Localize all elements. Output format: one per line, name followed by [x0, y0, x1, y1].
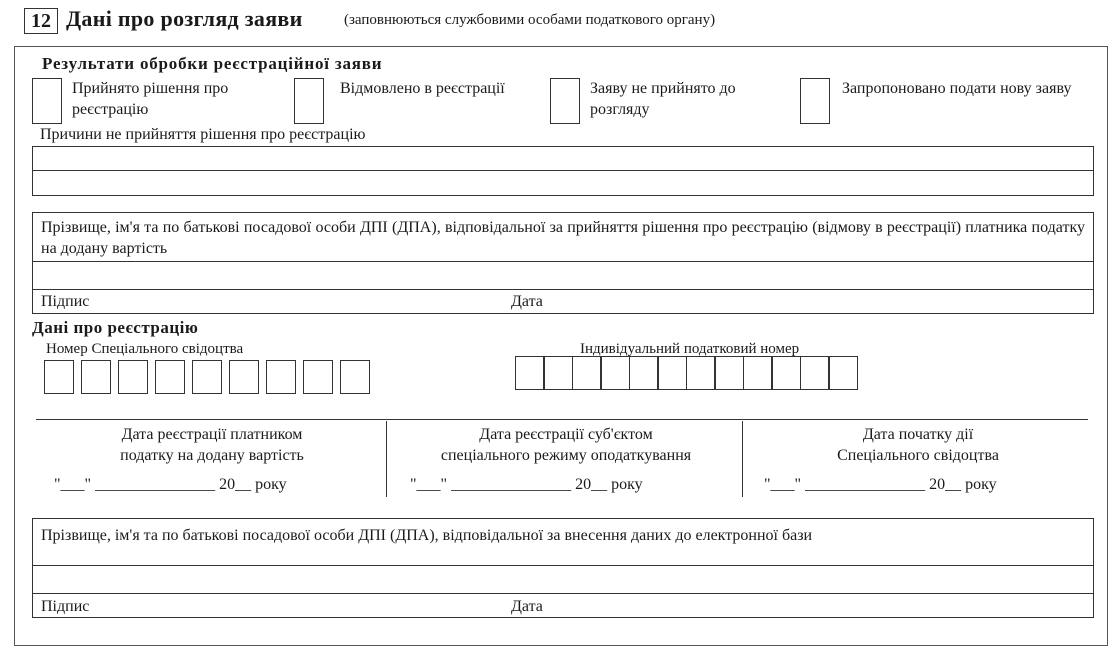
certificate-label: Номер Спеціального свідоцтва — [46, 341, 244, 357]
tax-digit-box[interactable] — [572, 356, 602, 390]
tax-digit-box[interactable] — [515, 356, 545, 390]
date-month-blank[interactable]: _______________ — [95, 476, 216, 493]
decision-official-label: Прізвище, ім'я та по батькові посадової особи ДПІ (ДПА), відповідальної за прийняття рішення про реєстрацію (відмову в реєстрації) платника податку на додану вартість — [41, 219, 1085, 257]
date-month-blank[interactable]: _______________ — [805, 476, 926, 493]
certificate-digit-box[interactable] — [340, 360, 370, 394]
date-certificate-start-line2: Спеціального свідоцтва — [837, 447, 999, 464]
reasons-field[interactable] — [32, 146, 1094, 196]
date-vat-line2: податку на додану вартість — [120, 447, 304, 464]
checkbox-new-application[interactable] — [800, 78, 830, 124]
certificate-number-field[interactable] — [44, 360, 370, 394]
tax-number-label: Індивідуальний податковий номер — [580, 341, 800, 357]
tax-digit-box[interactable] — [800, 356, 830, 390]
checkbox-accepted[interactable] — [32, 78, 62, 124]
tax-digit-box[interactable] — [828, 356, 858, 390]
entry-date-label: Дата — [511, 598, 543, 615]
date-vat-label — [40, 424, 384, 466]
tax-digit-box[interactable] — [629, 356, 659, 390]
certificate-digit-box[interactable] — [81, 360, 111, 394]
date-day-blank[interactable]: "___" — [54, 476, 92, 493]
date-special-regime-line1: Дата реєстрації суб'єктом — [479, 426, 653, 443]
entry-signature-label: Підпис — [41, 598, 90, 615]
date-day-blank[interactable]: "___" — [410, 476, 448, 493]
tax-number-field[interactable] — [516, 356, 858, 390]
date-day-blank[interactable]: "___" — [764, 476, 802, 493]
decision-date-label: Дата — [511, 293, 543, 310]
decision-signature-label: Підпис — [41, 293, 90, 310]
date-special-regime-label — [392, 424, 740, 466]
tax-digit-box[interactable] — [543, 356, 573, 390]
registration-heading: Дані про реєстрацію — [32, 318, 199, 337]
option-not-accepted-label: Заяву не прийнято до розгляду — [590, 80, 736, 118]
processing-heading: Результати обробки реєстраційної заяви — [42, 54, 383, 73]
date-year-blank[interactable]: 20__ — [575, 476, 608, 493]
reasons-label: Причини не прийняття рішення про реєстрацію — [40, 126, 366, 143]
entry-official-name-field[interactable] — [33, 567, 1093, 593]
decision-official-box — [32, 212, 1094, 314]
date-year-suffix: року — [255, 476, 287, 493]
dates-divider-1 — [386, 421, 387, 497]
date-year-blank[interactable]: 20__ — [219, 476, 252, 493]
entry-divider-1 — [33, 565, 1093, 566]
date-certificate-start-field[interactable] — [764, 474, 997, 495]
date-vat-field[interactable] — [54, 474, 287, 495]
checkbox-not-accepted[interactable] — [550, 78, 580, 124]
decision-divider-1 — [33, 261, 1093, 262]
certificate-digit-box[interactable] — [229, 360, 259, 394]
section-number: 12 — [24, 8, 58, 34]
decision-official-name-field[interactable] — [33, 263, 1093, 289]
tax-digit-box[interactable] — [686, 356, 716, 390]
decision-divider-2 — [33, 289, 1093, 290]
date-year-blank[interactable]: 20__ — [929, 476, 962, 493]
option-accepted-label: Прийнято рішення про реєстрацію — [72, 80, 229, 118]
date-special-regime-field[interactable] — [410, 474, 643, 495]
date-year-suffix: року — [611, 476, 643, 493]
entry-official-label: Прізвище, ім'я та по батькові посадової особи ДПІ (ДПА), відповідальної за внесення даних до електронної бази — [41, 527, 813, 544]
certificate-digit-box[interactable] — [192, 360, 222, 394]
dates-divider-2 — [742, 421, 743, 497]
certificate-digit-box[interactable] — [303, 360, 333, 394]
date-certificate-start-label — [748, 424, 1088, 466]
certificate-digit-box[interactable] — [44, 360, 74, 394]
tax-digit-box[interactable] — [743, 356, 773, 390]
date-special-regime-line2: спеціального режиму оподаткування — [440, 447, 692, 464]
entry-official-box — [32, 518, 1094, 618]
tax-digit-box[interactable] — [600, 356, 630, 390]
certificate-digit-box[interactable] — [118, 360, 148, 394]
option-new-application-label: Запропоновано подати нову заяву — [842, 80, 1072, 97]
date-year-suffix: року — [965, 476, 997, 493]
checkbox-refused[interactable] — [294, 78, 324, 124]
date-certificate-start-line1: Дата початку дії — [862, 426, 974, 443]
section-title: Дані про розгляд заяви — [66, 6, 303, 31]
date-vat-line1: Дата реєстрації платником — [121, 426, 303, 443]
tax-digit-box[interactable] — [714, 356, 744, 390]
entry-divider-2 — [33, 593, 1093, 594]
section-note: (заповнюються службовими особами податкового органу) — [344, 12, 716, 28]
dates-top-rule — [36, 419, 1088, 420]
tax-digit-box[interactable] — [657, 356, 687, 390]
certificate-digit-box[interactable] — [266, 360, 296, 394]
option-refused-label: Відмовлено в реєстрації — [340, 80, 505, 97]
date-month-blank[interactable]: _______________ — [451, 476, 572, 493]
reasons-divider — [33, 170, 1093, 171]
tax-digit-box[interactable] — [771, 356, 801, 390]
certificate-digit-box[interactable] — [155, 360, 185, 394]
